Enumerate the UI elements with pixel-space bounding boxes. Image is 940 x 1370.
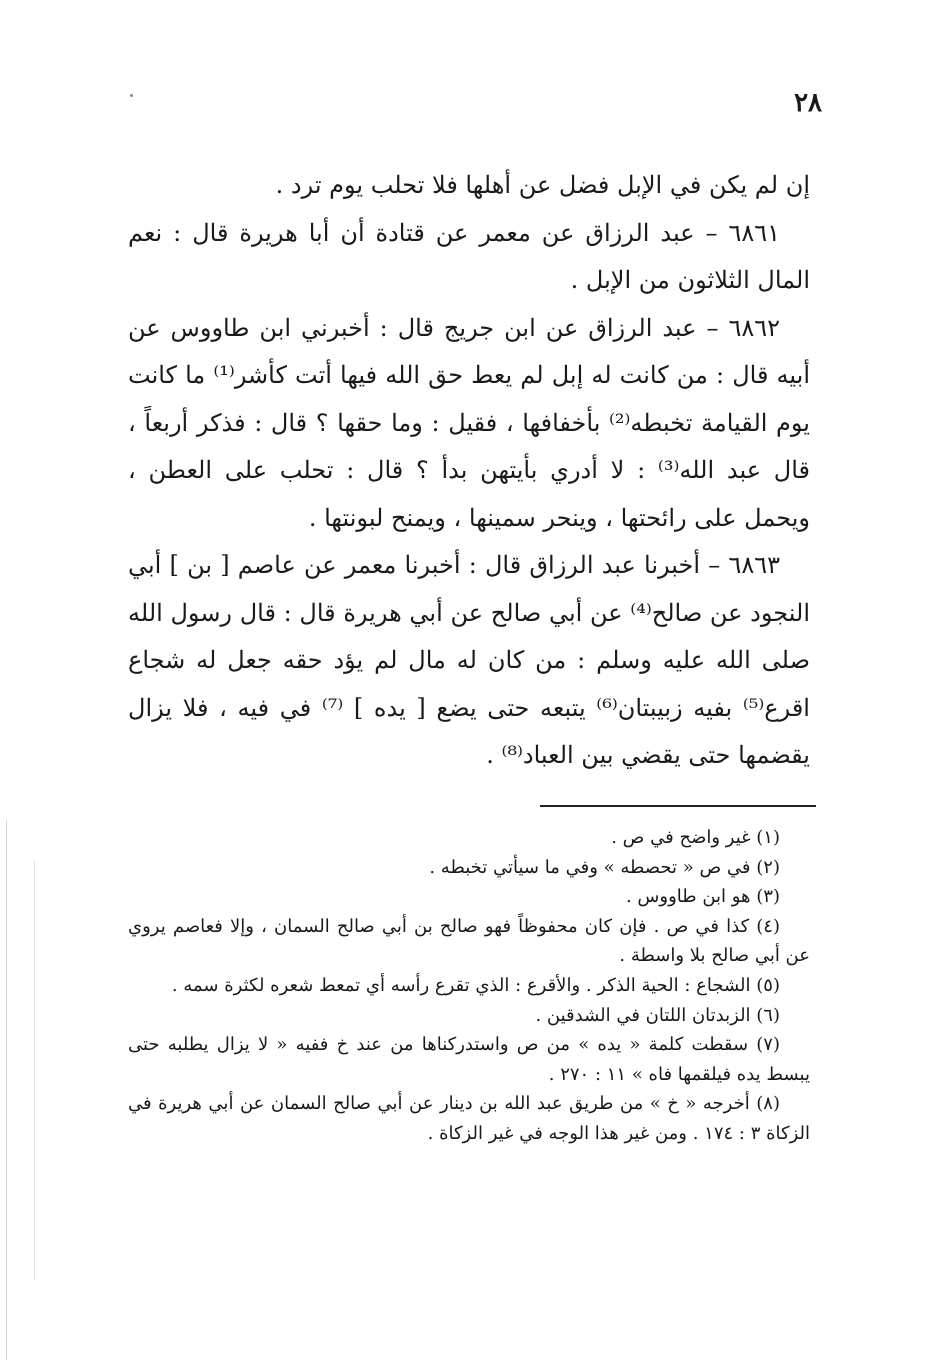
page-number: ٢٨	[794, 88, 822, 118]
hadith-6861: ٦٨٦١ – عبد الرزاق عن معمر عن قتادة أن أبا هريرة قال : نعم المال الثلاثون من الإبل .	[128, 218, 810, 294]
scan-edge-line	[34, 860, 35, 1280]
main-text	[128, 162, 810, 780]
hadith-6862: ٦٨٦٢ – عبد الرزاق عن ابن جريج قال : أخبرني ابن طاووس عن أبيه قال : من كانت له إبل لم يعط حق الله فيها أتت كأشر⁽¹⁾ ما كانت يوم القيامة تخبطه⁽²⁾ بأخفافها ، فقيل : وما حقها ؟ قال : فذكر أربعاً ، قال عبد الله⁽³⁾ : لا أدري بأيتهن بدأ ؟ قال : تحلب على العطن ، ويحمل على رائحتها ، وينحر سمينها ، ويمنح لبونتها .	[128, 313, 810, 532]
footnote-divider	[540, 805, 816, 807]
footnote-3: (٣) هو ابن طاووس .	[625, 886, 780, 908]
scan-edge-line	[6, 820, 7, 1360]
footnote-8: (٨) أخرجه « خ » من طريق عبد الله بن دينار عن أبي صالح السمان عن أبي هريرة في الزكاة ٣ : ١٧٤ . ومن غير هذا الوجه في غير الزكاة .	[128, 1093, 810, 1144]
footnotes	[128, 823, 810, 1149]
scan-speck	[130, 94, 133, 97]
text-continuation: إن لم يكن في الإبل فضل عن أهلها فلا تحلب يوم ترد .	[275, 171, 810, 199]
footnote-4: (٤) كذا في ص . فإن كان محفوظاً فهو صالح بن أبي صالح السمان ، وإلا فعاصم يروي عن أبي صالح بلا واسطة .	[128, 915, 810, 967]
footnote-6: (٦) الزبدتان اللتان في الشدقين .	[535, 1004, 780, 1026]
footnote-1: (١) غير واضح في ص .	[611, 827, 780, 848]
footnote-5: (٥) الشجاع : الحية الذكر . والأقرع : الذي تقرع رأسه أي تمعط شعره لكثرة سمه .	[171, 974, 780, 996]
hadith-6863: ٦٨٦٣ – أخبرنا عبد الرزاق قال : أخبرنا معمر عن عاصم [ بن ] أبي النجود عن صالح⁽⁴⁾ عن أبي صالح عن أبي هريرة قال : قال رسول الله صلى الله عليه وسلم : من كان له مال لم يؤد حقه جعل له شجاع اقرع⁽⁵⁾ بفيه زبيبتان⁽⁶⁾ يتبعه حتى يضع [ يده ] ⁽⁷⁾ في فيه ، فلا يزال يقضمها حتى يقضي بين العباد⁽⁸⁾ .	[128, 551, 810, 769]
footnote-7: (٧) سقطت كلمة « يده » من ص واستدركناها من عند خ ففيه « لا يزال يطلبه حتى يبسط يده فيلقمها فاه » ١١ : ٢٧٠ .	[128, 1034, 810, 1085]
footnote-2: (٢) في ص « تحصطه » وفي ما سيأتي تخبطه .	[429, 856, 780, 878]
